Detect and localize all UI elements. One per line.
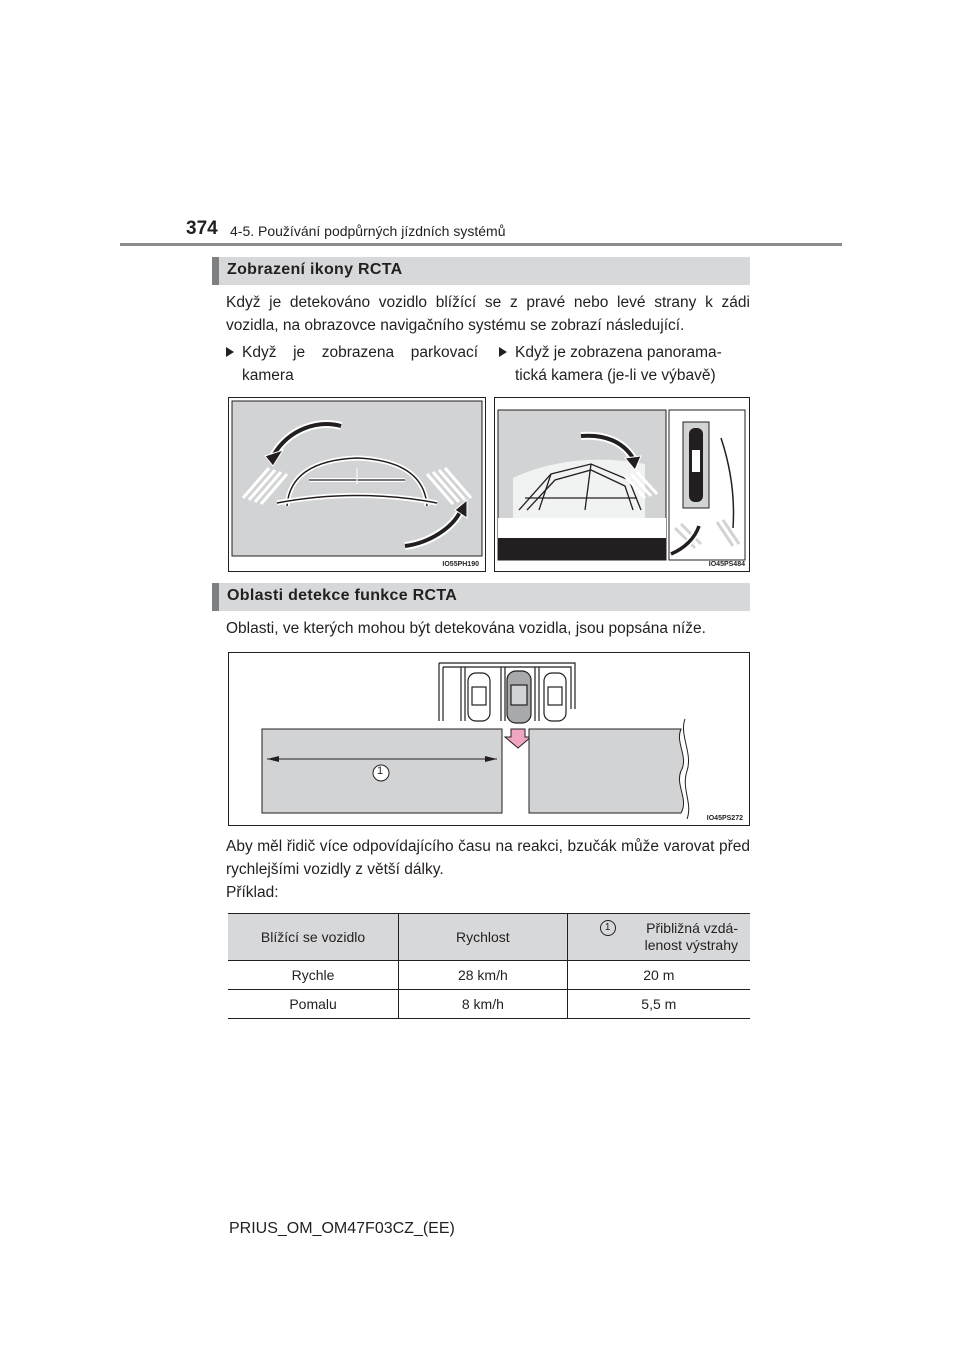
table-cell: Pomalu (228, 990, 399, 1019)
table-header-cell: Rychlost (399, 914, 567, 961)
bullet-triangle-icon (499, 347, 507, 357)
example-label: Příklad: (226, 884, 279, 901)
table-cell: Rychle (228, 961, 399, 990)
bullet-text-line2: tická kamera (je-li ve výbavě) (515, 367, 716, 384)
bullet-text-line1: Když je zobrazena panorama- (515, 344, 722, 361)
table-header-cell (567, 914, 750, 961)
figure-code: IO45PS484 (708, 561, 745, 568)
header-divider (120, 243, 842, 246)
section2-paragraph: Oblasti, ve kterých mohou být detekována vozidla, jsou popsána níže. (226, 620, 706, 637)
table-cell: 5,5 m (567, 990, 750, 1019)
figure-detection-areas (228, 652, 750, 826)
detection-area-illustration (229, 653, 749, 825)
table-cell: 28 km/h (399, 961, 567, 990)
table-header-row (228, 914, 750, 961)
figure-code: IO55PH190 (442, 561, 479, 568)
chapter-title: 4-5. Používání podpůrných jízdních systémů (230, 223, 506, 239)
parking-camera-illustration (229, 398, 485, 571)
page-number: 374 (186, 218, 218, 239)
bullet-triangle-icon (226, 347, 234, 357)
header-line2: lenost výstrahy (644, 937, 738, 953)
bullet-parking-camera (226, 341, 478, 389)
table-cell: 20 m (567, 961, 750, 990)
section-heading-detection-areas (212, 583, 750, 611)
figure-parking-camera (228, 397, 486, 572)
document-code: PRIUS_OM_OM47F03CZ_(EE) (229, 1220, 455, 1237)
section-heading-text: Zobrazení ikony RCTA (227, 261, 403, 278)
figure-panoramic-camera (494, 397, 750, 572)
bullet-text: Když je zobrazena parkovací kamera (242, 344, 478, 384)
callout-number: 1 (377, 765, 384, 777)
table-header-cell: Blížící se vozidlo (228, 914, 399, 961)
section1-paragraph: Když je detekováno vozidlo blížící se z pravé nebo levé strany k zádi vozidla, na obrazovce navigačního systému se zobrazí následující. (226, 294, 750, 334)
header-line1: Přibližná vzdá- (646, 920, 738, 936)
section-heading-text: Oblasti detekce funkce RCTA (227, 587, 458, 604)
section2-note: Aby měl řidič více odpovídajícího času na reakci, bzučák může varovat před rychlejšími vozidly z větší dálky. (226, 838, 750, 878)
panoramic-camera-illustration (495, 398, 749, 571)
callout-number: 1 (600, 920, 616, 936)
table-cell: 8 km/h (399, 990, 567, 1019)
bullet-panoramic-camera (499, 341, 750, 389)
figure-code: IO45PS272 (706, 815, 743, 822)
table-row (228, 961, 750, 990)
warning-distance-table (228, 913, 750, 1019)
section-heading-rcta-icon (212, 257, 750, 285)
bullet-text (515, 341, 750, 387)
table-row (228, 990, 750, 1019)
